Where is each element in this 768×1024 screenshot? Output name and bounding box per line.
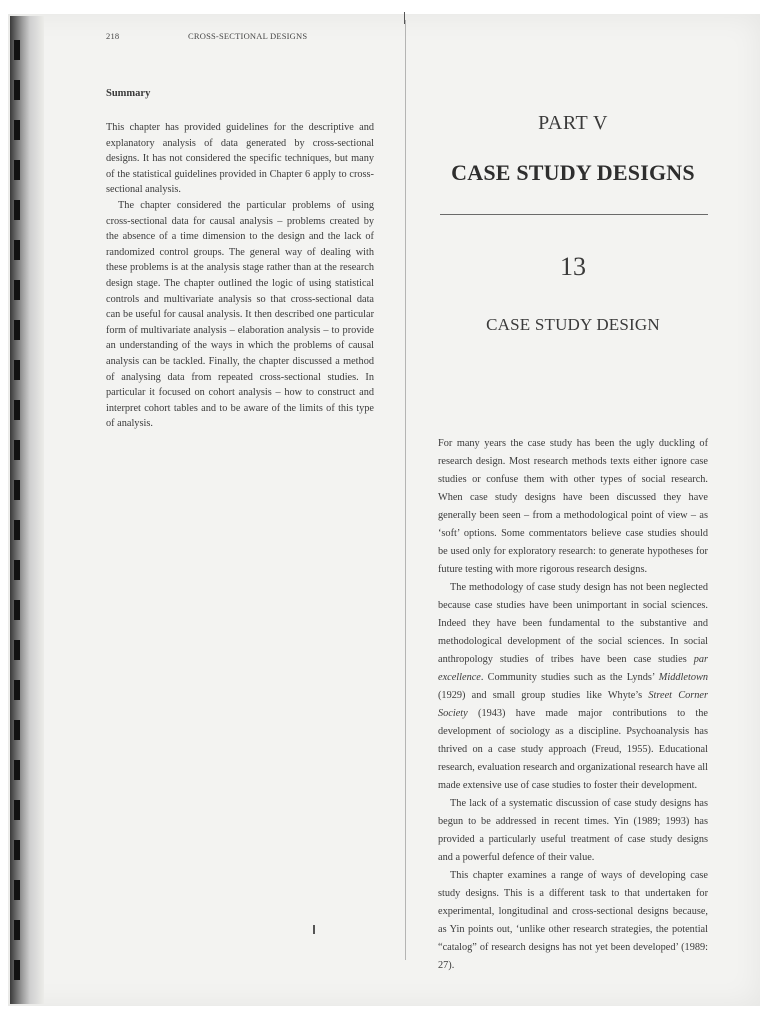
chapter-body (438, 435, 708, 975)
chapter-title: CASE STUDY DESIGN (486, 315, 660, 334)
page-number: 218 (106, 31, 120, 41)
body-paragraph: The methodology of case study design has not been neglected because case studies have been unimportant in social sciences. Indeed they have been fundamental to the substantive and methodological development of the social sciences. In social anthropology studies of tribes have been case studies par excellence. Community studies such as the Lynds’ Middletown (1929) and small group studies like Whyte’s Street Corner Society (1943) have made major contributions to the development of sociology as a discipline. Psychoanalysis has thrived on a case study approach (Freud, 1955). Educational research, evaluation research and organizational research have all made extensive use of case studies to foster their development. (438, 582, 708, 791)
summary-paragraph: This chapter has provided guidelines for the descriptive and explanatory analysis of data generated by cross-sectional designs. It has not considered the specific techniques, but many of the statistical guidelines provided in Chapter 6 apply to cross-sectional analysis. (106, 122, 374, 196)
scan-mark (313, 925, 315, 934)
body-paragraph: For many years the case study has been the ugly duckling of research design. Most research methods texts either ignore case studies or confuse them with other types of social research. When case study designs have been discussed they have generally been seen – from a methodological point of view – as ‘soft’ options. Some commentators believe case studies should be used only for exploratory research: to generate hypotheses for future testing with more rigorous research designs. (438, 438, 708, 575)
summary-heading: Summary (106, 88, 151, 99)
body-paragraph: This chapter examines a range of ways of developing case study designs. This is a different task to that undertaken for experimental, longitudinal and cross-sectional designs because, as Yin points out, ‘unlike other research strategies, the potential “catalog” of research designs has not yet been developed’ (1989: 27). (438, 870, 708, 971)
summary-body (106, 120, 374, 432)
page-gutter (405, 20, 406, 960)
scan-mark (404, 12, 405, 24)
running-head-title: CROSS-SECTIONAL DESIGNS (188, 31, 308, 41)
part-title: CASE STUDY DESIGNS (451, 160, 695, 185)
body-paragraph: The lack of a systematic discussion of case study designs has begun to be addressed in recent times. Yin (1989; 1993) has provided a particularly useful treatment of case study designs and a powerful defence of their value. (438, 798, 708, 863)
summary-paragraph: The chapter considered the particular problems of using cross-sectional data for causal analysis – problems created by the absence of a time dimension to the design and the lack of randomized control groups. The general way of dealing with these problems is at the analysis stage rather than at the research design stage. The chapter outlined the logic of using statistical controls and multivariate analysis so that cross-sectional data can be useful for causal analysis. It then described one particular form of multivariate analysis – elaboration analysis – to provide an understanding of the ways in which the problems of causal analysis can be tackled. Finally, the chapter discussed a method of analysing data from repeated cross-sectional studies. In particular it focused on cohort analysis – how to construct and interpret cohort tables and to be aware of the limits of this type of analysis. (106, 199, 374, 430)
part-label: PART V (538, 112, 608, 134)
section-rule (440, 214, 708, 215)
chapter-number: 13 (560, 252, 586, 281)
